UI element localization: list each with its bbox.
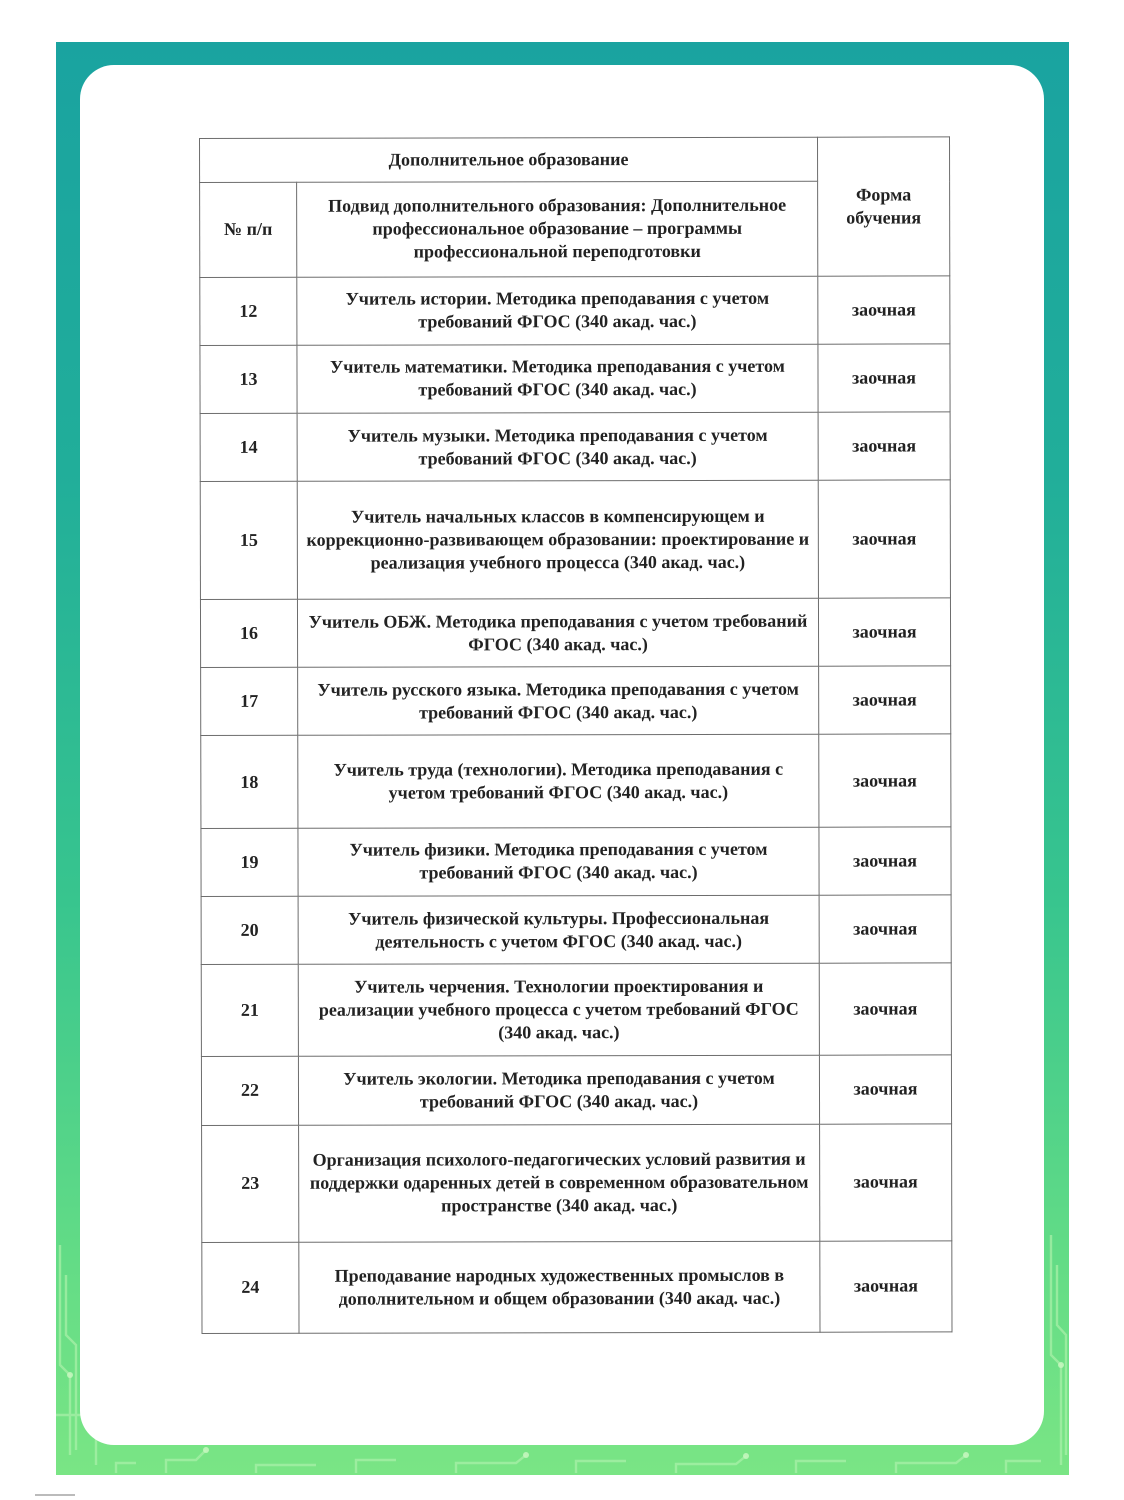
row-form: заочная — [819, 895, 951, 964]
table-header-row — [200, 137, 950, 183]
row-program: Учитель истории. Методика преподавания с учетом требований ФГОС (340 акад. час.) — [297, 276, 818, 345]
row-form: заочная — [818, 598, 950, 667]
row-form: заочная — [819, 1055, 951, 1125]
table-row — [202, 1124, 952, 1242]
row-form: заочная — [819, 963, 951, 1055]
row-form: заочная — [818, 275, 950, 344]
subtype-column-header: Подвид дополнительного образования: Дополнительное профессиональное образование – программы профессиональной переподготовки — [297, 181, 818, 276]
row-form: заочная — [818, 344, 950, 413]
row-program: Учитель ОБЖ. Методика преподавания с учетом требований ФГОС (340 акад. час.) — [297, 598, 818, 667]
table-row — [201, 895, 951, 965]
row-number: 23 — [202, 1125, 299, 1242]
table-row — [200, 598, 950, 668]
table-title: Дополнительное образование — [200, 137, 818, 182]
row-program: Учитель экологии. Методика преподавания с учетом требований ФГОС (340 акад. час.) — [298, 1055, 819, 1125]
programs-table — [199, 136, 953, 1334]
row-number: 24 — [202, 1242, 299, 1334]
row-form: заочная — [819, 827, 951, 896]
table-row — [202, 1240, 952, 1333]
table-row — [201, 734, 951, 828]
table-row — [200, 480, 950, 599]
row-program: Учитель черчения. Технологии проектирования и реализации учебного процесса с учетом требований ФГОС (340 акад. час.) — [298, 964, 819, 1056]
row-form: заочная — [820, 1240, 952, 1332]
row-number: 19 — [201, 828, 298, 896]
row-program: Учитель русского языка. Методика преподавания с учетом требований ФГОС (340 акад. час.) — [298, 666, 819, 735]
table-row — [200, 275, 950, 345]
row-form: заочная — [819, 734, 951, 827]
row-form: заочная — [818, 412, 950, 481]
table-row — [201, 963, 951, 1056]
row-number: 20 — [201, 896, 298, 964]
row-number: 13 — [200, 345, 297, 413]
row-form: заочная — [820, 1124, 952, 1241]
row-program: Учитель музыки. Методика преподавания с учетом требований ФГОС (340 акад. час.) — [297, 412, 818, 481]
row-form: заочная — [818, 480, 950, 598]
row-program: Учитель труда (технологии). Методика преподавания с учетом требований ФГОС (340 акад. час.) — [298, 735, 819, 828]
table-row — [201, 827, 951, 897]
row-number: 21 — [201, 965, 298, 1057]
table-row — [201, 666, 951, 736]
row-program: Учитель математики. Методика преподавания с учетом требований ФГОС (340 акад. час.) — [297, 344, 818, 413]
row-number: 14 — [200, 413, 297, 481]
row-number: 12 — [200, 277, 297, 345]
row-number: 15 — [200, 482, 297, 600]
row-number: 17 — [201, 667, 298, 735]
form-column-header: Форма обучения — [817, 137, 949, 276]
number-column-header: № п/п — [200, 182, 297, 277]
table-row — [200, 412, 950, 482]
row-number: 18 — [201, 736, 298, 829]
row-program: Организация психолого-педагогических условий развития и поддержки одаренных детей в современном образовательном пространстве (340 акад. час.) — [299, 1124, 820, 1242]
row-program: Учитель начальных классов в компенсирующем и коррекционно-развивающем образовании: проектирование и реализация учебного процесса (340 акад. час.) — [297, 481, 818, 600]
row-program: Учитель физической культуры. Профессиональная деятельность с учетом ФГОС (340 акад. час.) — [298, 895, 819, 964]
table-row — [201, 1055, 951, 1126]
row-number: 16 — [200, 599, 297, 667]
row-number: 22 — [201, 1056, 298, 1125]
row-program: Преподавание народных художественных промыслов в дополнительном и общем образовании (340 акад. час.) — [299, 1241, 820, 1334]
row-form: заочная — [819, 666, 951, 735]
scan-mark — [35, 1494, 75, 1496]
table-row — [200, 344, 950, 414]
row-program: Учитель физики. Методика преподавания с учетом требований ФГОС (340 акад. час.) — [298, 827, 819, 896]
